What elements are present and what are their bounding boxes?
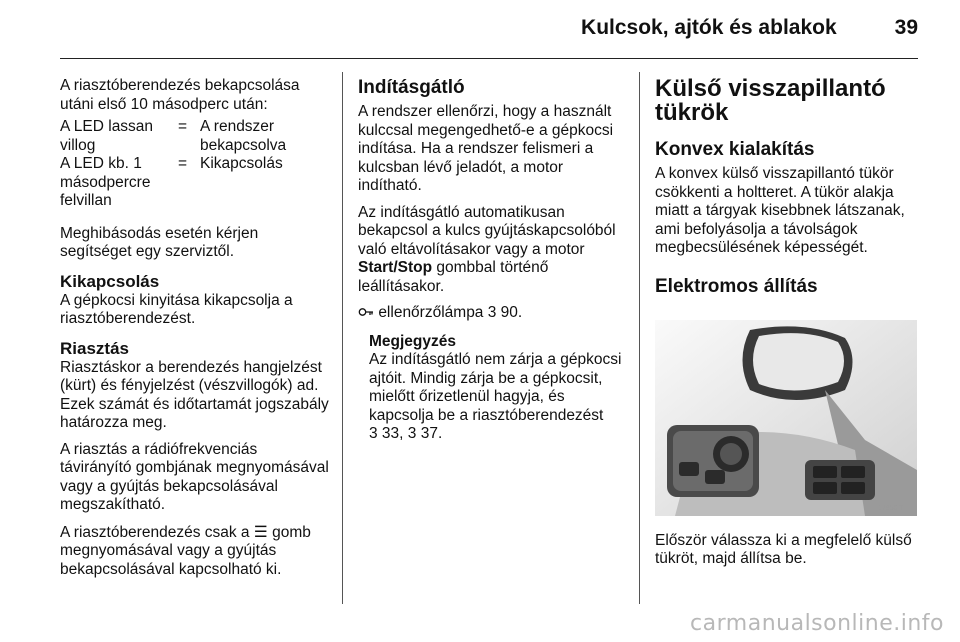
heading-konvex: Konvex kialakítás xyxy=(655,139,815,160)
heading-riasztas: Riasztás xyxy=(60,338,129,358)
led-status-table xyxy=(60,118,332,211)
fault-text: Meghibásodás esetén kérjen segítséget egy szerviztől. xyxy=(60,224,259,260)
immobilizer-text-1: A rendszer ellenőrzi, hogy a használt kulccsal megengedhető-e a gépkocsi indítása. Ha a rendszer felismeri a kulcsban lévő jeladót, a motor indítható. xyxy=(358,103,614,194)
page-number: 39 xyxy=(894,16,918,39)
section-title: Kulcsok, ajtók és ablakok xyxy=(581,16,837,39)
heading-kikapcsolas: Kikapcsolás xyxy=(60,271,160,291)
table-row xyxy=(60,155,332,211)
konvex-text: A konvex külső visszapillantó tükör csökkenti a holtteret. A tükör alakja miatt a tárgyak kisebbnek látszanak, ami befolyásolja a távolságok megbecsülésének képességét. xyxy=(655,165,905,256)
kikapcsolas-text: A gépkocsi kinyitása kikapcsolja a riasztóberendezést. xyxy=(60,291,293,327)
figure-code: 17950 T xyxy=(878,504,904,512)
lamp-reference: ellenőrzőlámpa 3 90. xyxy=(358,304,628,323)
led-meaning: A rendszer bekapcsolva xyxy=(200,118,287,154)
header-rule xyxy=(60,58,918,59)
note-text: Az indításgátló nem zárja a gépkocsi ajtóit. Mindig zárja be a gépkocsit, mielőtt őrizetlenül hagyja, és kapcsolja be a riasztóberendezést xyxy=(369,351,622,424)
note-title: Megjegyzés xyxy=(369,332,457,350)
note-refs: 3 33, 3 37. xyxy=(369,425,443,442)
riasztas-text-1: Riasztáskor a berendezés hangjelzést (kürt) és fényjelzést (vészvillogók) ad. Ezek számát és időtartamát jogszabály határozza meg. xyxy=(60,358,329,431)
heading-kulso-tukrok: Külső visszapillantó tükrök xyxy=(655,75,886,126)
led-condition: A LED kb. 1 másodpercre felvillan xyxy=(60,155,151,209)
lock-button-icon: ☰ xyxy=(253,522,268,541)
riasztas-text-3: A riasztóberendezés csak a ☰ gomb megnyomásával vagy a gyújtás bekapcsolásával kapcsolható ki. xyxy=(60,522,311,578)
riasztas-text-2: A riasztás a rádiófrekvenciás távirányító gombjának megnyomásával vagy a gyújtás bekapcsolásával megszakítható. xyxy=(60,440,329,513)
column-2 xyxy=(358,77,628,444)
led-meaning: Kikapcsolás xyxy=(200,155,283,172)
watermark: carmanualsonline.info xyxy=(690,611,944,636)
immobilizer-text-2: Az indításgátló automatikusan bekapcsol a kulcs gyújtáskapcsolóból való eltávolításakor vagy a motor Start/Stop gombbal történő leállításakor. xyxy=(358,203,616,295)
immobilizer-lamp-icon xyxy=(358,306,374,318)
note-box xyxy=(369,333,628,444)
column-1 xyxy=(60,77,332,587)
page-header xyxy=(581,16,918,46)
led-condition: A LED lassan villog xyxy=(60,118,154,154)
mirror-adjust-illustration xyxy=(655,320,917,516)
equals-sign: = xyxy=(178,155,188,172)
heading-inditasgatlo: Indításgátló xyxy=(358,77,465,98)
heading-elektromos: Elektromos állítás xyxy=(655,275,818,297)
column-divider-2 xyxy=(639,72,640,604)
column-divider-1 xyxy=(342,72,343,604)
table-row xyxy=(60,118,332,155)
equals-sign: = xyxy=(178,118,188,135)
column-3 xyxy=(655,77,927,577)
start-stop-label: Start/Stop xyxy=(358,259,433,276)
elektromos-text: Először válassza ki a megfelelő külső tükröt, majd állítsa be. xyxy=(655,531,912,567)
alarm-intro: A riasztóberendezés bekapcsolása utáni első 10 másodperc után: xyxy=(60,77,300,113)
